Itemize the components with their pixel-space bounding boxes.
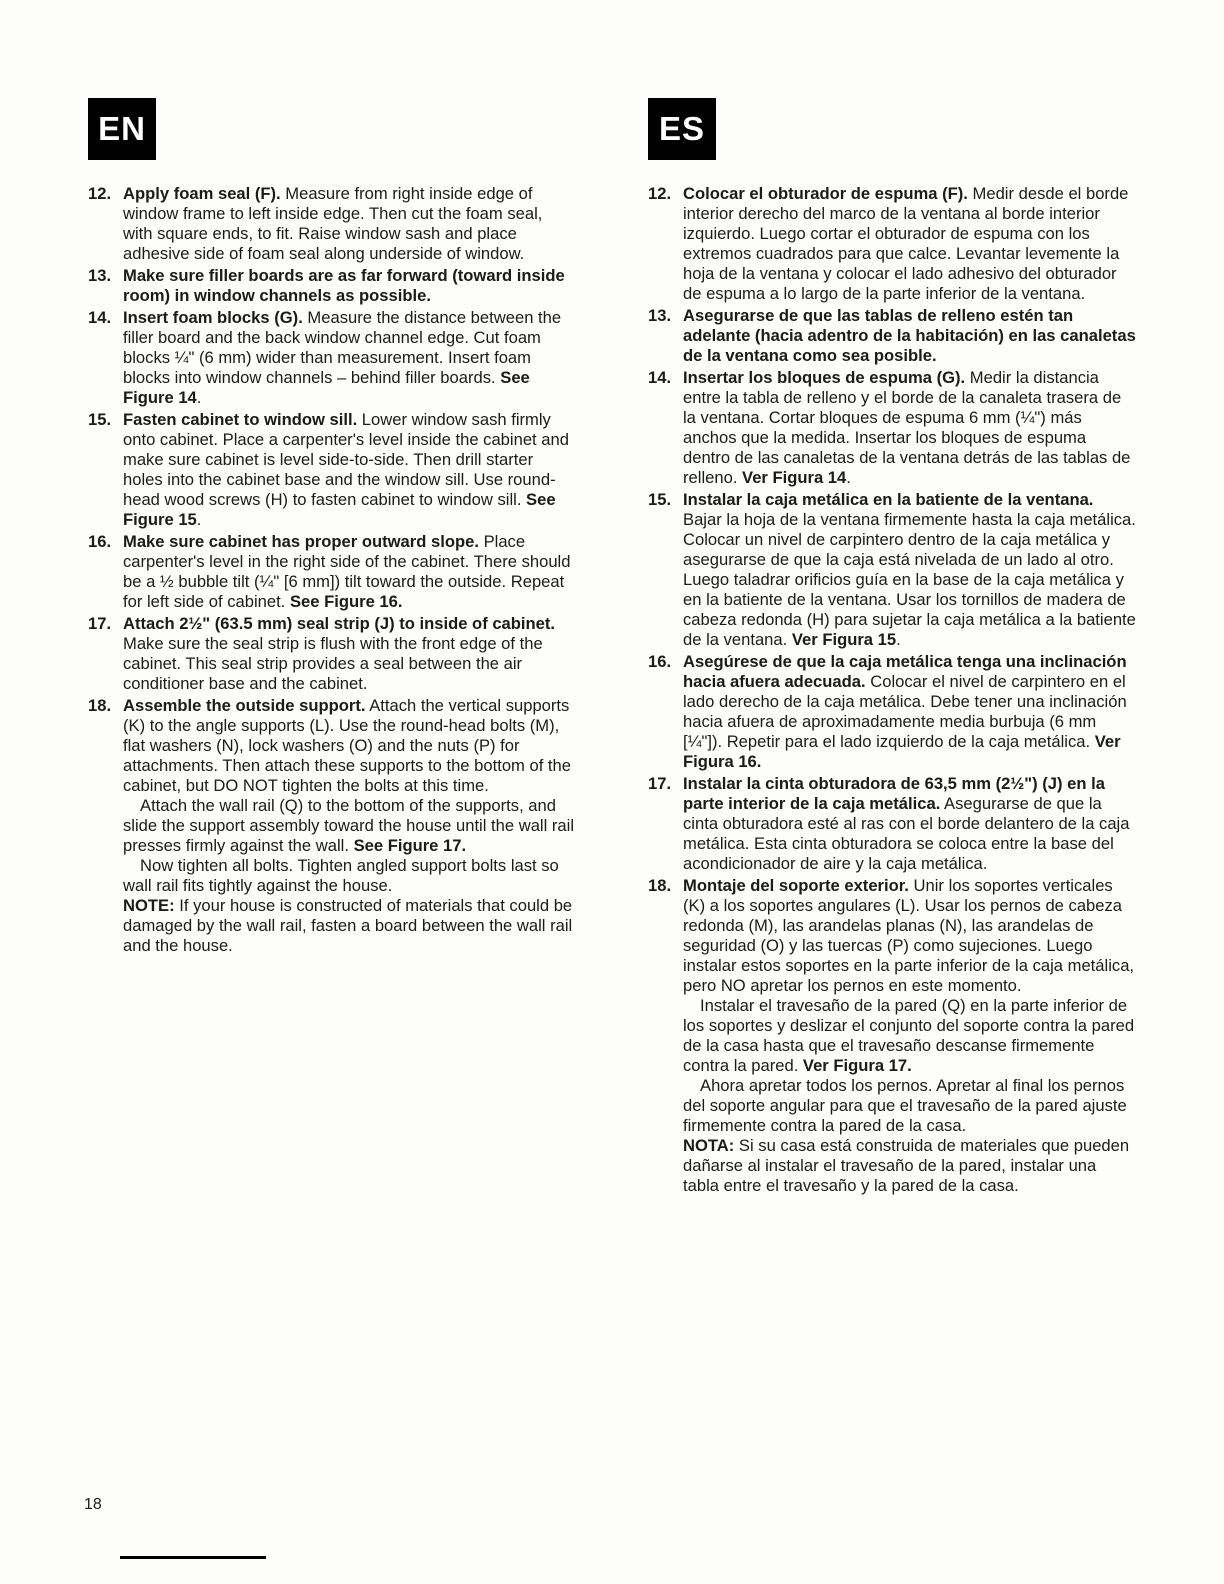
item-body xyxy=(123,266,576,306)
instruction-item xyxy=(88,532,576,612)
column-es xyxy=(648,98,1136,1198)
item-number: 13. xyxy=(648,306,672,325)
paragraph: NOTE: If your house is constructed of materials that could be damaged by the wall rail, fasten a board between the wall rail and the house. xyxy=(123,896,573,955)
paragraph: Instalar el travesaño de la pared (Q) en la parte inferior de los soportes y deslizar el conjunto del soporte contra la pared de la casa hasta que el travesaño descanse firmemente contra la pared. Ver Figura 17. xyxy=(683,996,1135,1075)
lang-badge-en: EN xyxy=(88,98,156,160)
instruction-item xyxy=(88,614,576,694)
item-number: 18. xyxy=(88,696,112,715)
instruction-item xyxy=(648,490,1136,650)
paragraph: Assemble the outside support. Attach the vertical supports (K) to the angle supports (L). Use the round-head bolts (M), flat washers (N), lock washers (O) and the nuts (P) for attachments. Then attach these supports to the bottom of the cabinet, but DO NOT tighten the bolts at this time. xyxy=(123,696,571,795)
instruction-item xyxy=(88,308,576,408)
item-body xyxy=(683,774,1136,874)
instruction-item xyxy=(648,876,1136,1196)
paragraph: Apply foam seal (F). Measure from right inside edge of window frame to left inside edge. Then cut the foam seal, with square ends, to fit. Raise window sash and place adhesive side of foam seal along underside of window. xyxy=(123,184,543,263)
instruction-item xyxy=(88,410,576,530)
item-body xyxy=(683,652,1136,772)
paragraph: Colocar el obturador de espuma (F). Medir desde el borde interior derecho del marco de la ventana al borde interior izquierdo. Luego cortar el obturador de espuma con los extremos cuadrados para que calce. Levantar levemente la hoja de la ventana y colocar el lado adhesivo del obturador de espuma a lo largo de la parte inferior de la ventana. xyxy=(683,184,1129,303)
item-number: 16. xyxy=(648,652,672,671)
item-number: 14. xyxy=(88,308,112,327)
item-body xyxy=(683,368,1136,488)
page-number: 18 xyxy=(84,1496,102,1513)
paragraph: Asegúrese de que la caja metálica tenga una inclinación hacia afuera adecuada. Colocar el nivel de carpintero en el lado derecho de la caja metálica. Debe tener una inclinación hacia afuera de aproximadamente media burbuja (6 mm [¼"]). Repetir para el lado izquierdo de la caja metálica. Ver Figura 16. xyxy=(683,652,1127,771)
paragraph: Montaje del soporte exterior. Unir los soportes verticales (K) a los soportes angulares (L). Usar los pernos de cabeza redonda (M), las arandelas planas (N), las arandelas de seguridad (O) y las tuercas (P) como sujeciones. Luego instalar estos soportes en la parte inferior de la caja metálica, pero NO apretar los pernos en este momento. xyxy=(683,876,1135,995)
item-number: 17. xyxy=(648,774,672,793)
item-body xyxy=(683,876,1136,1196)
paragraph: NOTA: Si su casa está construida de materiales que pueden dañarse al instalar el travesaño de la pared, instalar una tabla entre el travesaño y la pared de la casa. xyxy=(683,1136,1130,1195)
instruction-item xyxy=(648,184,1136,304)
item-body xyxy=(683,306,1136,366)
item-body xyxy=(123,696,576,956)
column-en xyxy=(88,98,576,958)
instruction-list-es xyxy=(648,184,1136,1196)
item-body xyxy=(123,410,576,530)
paragraph: Fasten cabinet to window sill. Lower window sash firmly onto cabinet. Place a carpenter's level inside the cabinet and make sure cabinet is level side-to-side. Then drill starter holes into the cabinet base and the window sill. Use round-head wood screws (H) to fasten cabinet to window sill. See Figure 15. xyxy=(123,410,569,529)
instruction-item xyxy=(648,652,1136,772)
paragraph: Insert foam blocks (G). Measure the distance between the filler board and the back window channel edge. Cut foam blocks ¼" (6 mm) wider than measurement. Insert foam blocks into window channels – behind filler boards. See Figure 14. xyxy=(123,308,562,407)
paragraph: Instalar la cinta obturadora de 63,5 mm (2½") (J) en la parte interior de la caja metálica. Asegurarse de que la cinta obturadora esté al ras con el borde delantero de la caja metálica. Esta cinta obturadora se coloca entre la base del acondicionador de aire y la caja metálica. xyxy=(683,774,1130,873)
paragraph: Attach the wall rail (Q) to the bottom of the supports, and slide the support assembly toward the house until the wall rail presses firmly against the wall. See Figure 17. xyxy=(123,796,575,855)
item-body xyxy=(683,490,1136,650)
item-body xyxy=(123,308,576,408)
instruction-item xyxy=(88,266,576,306)
paragraph: Make sure cabinet has proper outward slope. Place carpenter's level in the right side of the cabinet. There should be a ½ bubble tilt (¼" [6 mm]) tilt toward the outside. Repeat for left side of cabinet. See Figure 16. xyxy=(123,532,571,611)
paragraph: Instalar la caja metálica en la batiente de la ventana. Bajar la hoja de la ventana firmemente hasta la caja metálica. Colocar un nivel de carpintero dentro de la caja metálica y asegurarse de que la caja está nivelada de un lado al otro. Luego taladrar orificios guía en la base de la caja metálica y en la batiente de la ventana. Usar los tornillos de madera de cabeza redonda (H) para sujetar la caja metálica a la batiente de la ventana. Ver Figura 15. xyxy=(683,490,1136,649)
paragraph: Asegurarse de que las tablas de relleno estén tan adelante (hacia adentro de la habitación) en las canaletas de la ventana como sea posible. xyxy=(683,306,1136,365)
instruction-item xyxy=(88,696,576,956)
item-body xyxy=(123,532,576,612)
item-body xyxy=(123,184,576,264)
item-body xyxy=(683,184,1136,304)
item-number: 12. xyxy=(88,184,112,203)
item-number: 16. xyxy=(88,532,112,551)
item-number: 17. xyxy=(88,614,112,633)
paragraph: Ahora apretar todos los pernos. Apretar al final los pernos del soporte angular para que el travesaño de la pared ajuste firmemente contra la pared de la casa. xyxy=(683,1076,1127,1135)
lang-badge-es: ES xyxy=(648,98,716,160)
paragraph: Make sure filler boards are as far forward (toward inside room) in window channels as possible. xyxy=(123,266,565,305)
instruction-item xyxy=(88,184,576,264)
paragraph: Now tighten all bolts. Tighten angled support bolts last so wall rail fits tightly against the house. xyxy=(123,856,559,895)
item-number: 15. xyxy=(648,490,672,509)
paragraph: Insertar los bloques de espuma (G). Medir la distancia entre la tabla de relleno y el borde de la canaleta trasera de la ventana. Cortar bloques de espuma 6 mm (¼") más anchos que la medida. Insertar los bloques de espuma dentro de las canaletas de la ventana detrás de las tablas de relleno. Ver Figura 14. xyxy=(683,368,1131,487)
item-body xyxy=(123,614,576,694)
instruction-item xyxy=(648,774,1136,874)
item-number: 13. xyxy=(88,266,112,285)
instruction-item xyxy=(648,306,1136,366)
instruction-item xyxy=(648,368,1136,488)
item-number: 18. xyxy=(648,876,672,895)
item-number: 15. xyxy=(88,410,112,429)
footer-rule xyxy=(120,1556,266,1559)
paragraph: Attach 2½" (63.5 mm) seal strip (J) to inside of cabinet. Make sure the seal strip is flush with the front edge of the cabinet. This seal strip provides a seal between the air conditioner base and the cabinet. xyxy=(123,614,556,693)
item-number: 14. xyxy=(648,368,672,387)
instruction-list-en xyxy=(88,184,576,956)
item-number: 12. xyxy=(648,184,672,203)
